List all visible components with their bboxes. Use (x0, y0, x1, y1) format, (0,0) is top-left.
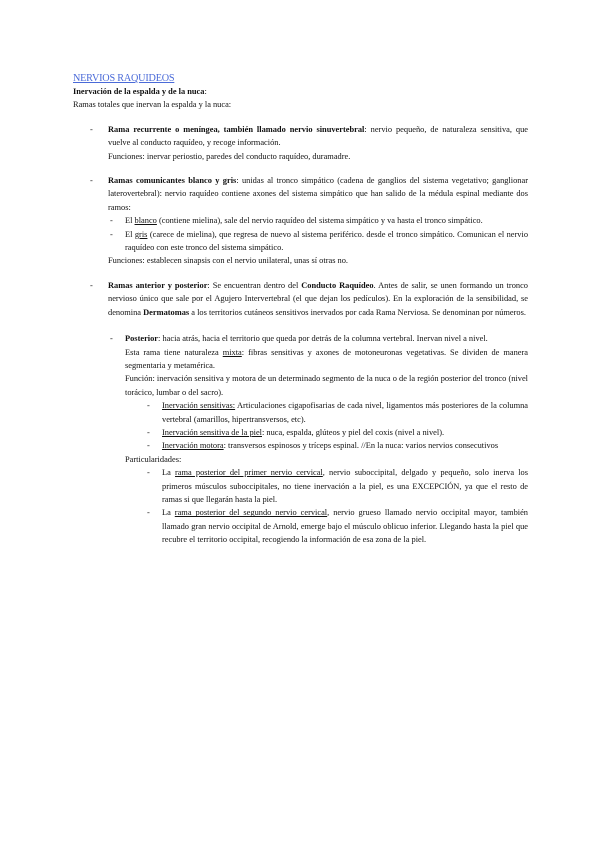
list-item-comunicantes (73, 174, 528, 268)
comunicantes-desc: : unidas al tronco simpático (cadena de ganglios del sistema vegetativo; ganglionar laterovertebral): nervio raquídeo contiene axones del sistema simpático que han salido de la médula espinal mediante dos ramos: (108, 176, 528, 212)
posterior-funcion: Función: inervación sensitiva y motora de un determinado segmento de la nuca o de la región posterior del tronco (nivel torácico, lumbar o del sacro). (125, 374, 528, 397)
anterior-term: Ramas anterior y posterior (108, 280, 208, 290)
comunicantes-term: Ramas comunicantes blanco y gris (108, 176, 237, 186)
sub-item-inervacion-piel (145, 426, 528, 439)
anterior-desc-4: a los territorios cutáneos sensitivos inervados por cada Rama Nerviosa. Se denominan por números. (189, 307, 526, 317)
segundo-nervio-text (162, 506, 528, 546)
inervacion-piel-desc: : nuca, espalda, glúteos y piel del coxis (nivel a nivel). (262, 427, 445, 437)
anterior-text (108, 279, 528, 319)
inervacion-piel-text (162, 426, 528, 439)
bullet-dash: - (147, 401, 150, 411)
bullet-dash: - (90, 124, 93, 134)
document-title: NERVIOS RAQUIDEOS (73, 73, 175, 84)
blanco-desc: (contiene mielina), sale del nervio raquídeo del sistema simpático y va hasta el tronco simpático. (156, 216, 483, 226)
recurrente-desc: : nervio pequeño, de naturaleza sensitiva, que vuelve al conducto raquídeo, y recoge información. (108, 124, 528, 148)
posterior-naturaleza (125, 346, 528, 373)
inervacion-sensitivas-term: Inervación sensitivas: (162, 401, 236, 411)
blanco-prefix: El (125, 216, 135, 226)
sub-item-posterior (108, 332, 528, 453)
naturaleza-desc: : fibras sensitivas y axones de motoneuronas vegetativas. Se dividen de manera segmentaria y metamérica. (125, 347, 528, 370)
blanco-text (125, 214, 528, 227)
sub-item-segundo-nervio (145, 506, 528, 546)
blanco-term: blanco (134, 216, 157, 226)
sub-item-blanco (108, 214, 528, 227)
comunicantes-text (108, 174, 528, 214)
gris-text (125, 228, 528, 255)
anterior-desc-1: : Se encuentran dentro del (207, 280, 302, 290)
recurrente-funciones: Funciones: inervar periostio, paredes del conducto raquídeo, duramadre. (108, 151, 351, 161)
inervacion-motora-text (162, 439, 528, 452)
sub-item-inervacion-sensitivas (145, 399, 528, 426)
anterior-desc-2: . Antes de salir, se unen formando un tronco nervioso único que sale por el Agujero Intervertebral (el que dejan los pedículos). (108, 280, 528, 304)
inervacion-piel-term: Inervación sensitiva de la piel (162, 427, 262, 437)
primer-nervio-prefix: La (162, 468, 175, 478)
naturaleza-prefix: Esta rama tiene naturaleza (125, 347, 223, 357)
bullet-dash: - (147, 427, 150, 437)
segundo-nervio-term: rama posterior del segundo nervio cervical (174, 508, 328, 518)
comunicantes-funciones: Funciones: establecen sinapsis con el nervio unilateral, unas sí otras no. (108, 256, 349, 266)
list-item-anterior-posterior (73, 279, 528, 547)
bullet-dash: - (110, 229, 113, 239)
list-item-recurrente (73, 123, 528, 163)
bullet-dash: - (90, 176, 93, 186)
bullet-dash: - (147, 508, 150, 518)
inervacion-motora-term: Inervación motora (162, 441, 224, 451)
inervacion-motora-desc: : transversos espinosos y tríceps espinal. //En la nuca: varios nervios consecutivos (223, 441, 499, 451)
particularidades-heading: Particularidades: (125, 454, 182, 464)
bullet-dash: - (147, 468, 150, 478)
bullet-dash: - (110, 216, 113, 226)
inervacion-sensitivas-desc: Articulaciones cigapofisarias de cada nivel, ligamentos más posteriores de la columna vertebral (amarillos, hipertransversos, etc). (162, 401, 529, 424)
conducto-raquideo-term: Conducto Raquídeo (301, 280, 374, 290)
sub-item-primer-nervio (145, 466, 528, 506)
recurrente-term: Rama recurrente o meníngea, también llamado nervio sinuvertebral (108, 124, 365, 134)
gris-desc: (carece de mielina), que regresa de nuevo al sistema periférico. desde el tronco simpático. Comunican el nervio raquídeo con este tronco del sistema simpático. (125, 229, 529, 253)
section-heading-colon: : (204, 87, 207, 96)
document-page (73, 72, 528, 547)
posterior-text (125, 332, 528, 345)
intro-text: Ramas totales que inervan la espalda y la nuca: (73, 100, 232, 110)
gris-prefix: El (125, 229, 135, 239)
posterior-term: Posterior (125, 334, 159, 344)
bullet-dash: - (90, 280, 93, 290)
bullet-dash: - (147, 441, 150, 451)
section-heading (73, 85, 528, 98)
section-heading-text: Inervación de la espalda y de la nuca (73, 87, 205, 96)
sub-item-gris (108, 228, 528, 255)
bullet-dash: - (110, 334, 113, 344)
inervacion-sensitivas-text (162, 399, 528, 426)
primer-nervio-text (162, 466, 528, 506)
sub-item-inervacion-motora (145, 439, 528, 452)
segundo-nervio-prefix: La (162, 508, 175, 518)
primer-nervio-term: rama posterior del primer nervio cervical (175, 468, 323, 478)
posterior-desc: : hacia atrás, hacia el territorio que queda por detrás de la columna vertebral. Inervan nivel a nivel. (158, 334, 488, 344)
segundo-nervio-desc: , nervio grueso llamado nervio occipital mayor, también llamado gran nervio occipital de Arnold, emerge bajo el músculo oblicuo inferior. Llegando hasta la piel que recubre el territorio occipital, recogiendo la información de esa zona de la piel. (162, 508, 528, 545)
primer-nervio-desc: , nervio suboccipital, delgado y pequeño, solo inerva los primeros músculos suboccipitales, no tiene inervación a la piel, es una EXCEPCIÓN, ya que el resto de ramas si que llegarán hasta la piel. (162, 468, 528, 504)
recurrente-text (108, 123, 528, 150)
mixta-term: mixta (222, 347, 242, 357)
dermatomas-term: Dermatomas (143, 307, 190, 317)
gris-term: gris (134, 229, 148, 239)
anterior-desc-3: En la exploración de la sensibilidad, se denomina (108, 294, 528, 317)
